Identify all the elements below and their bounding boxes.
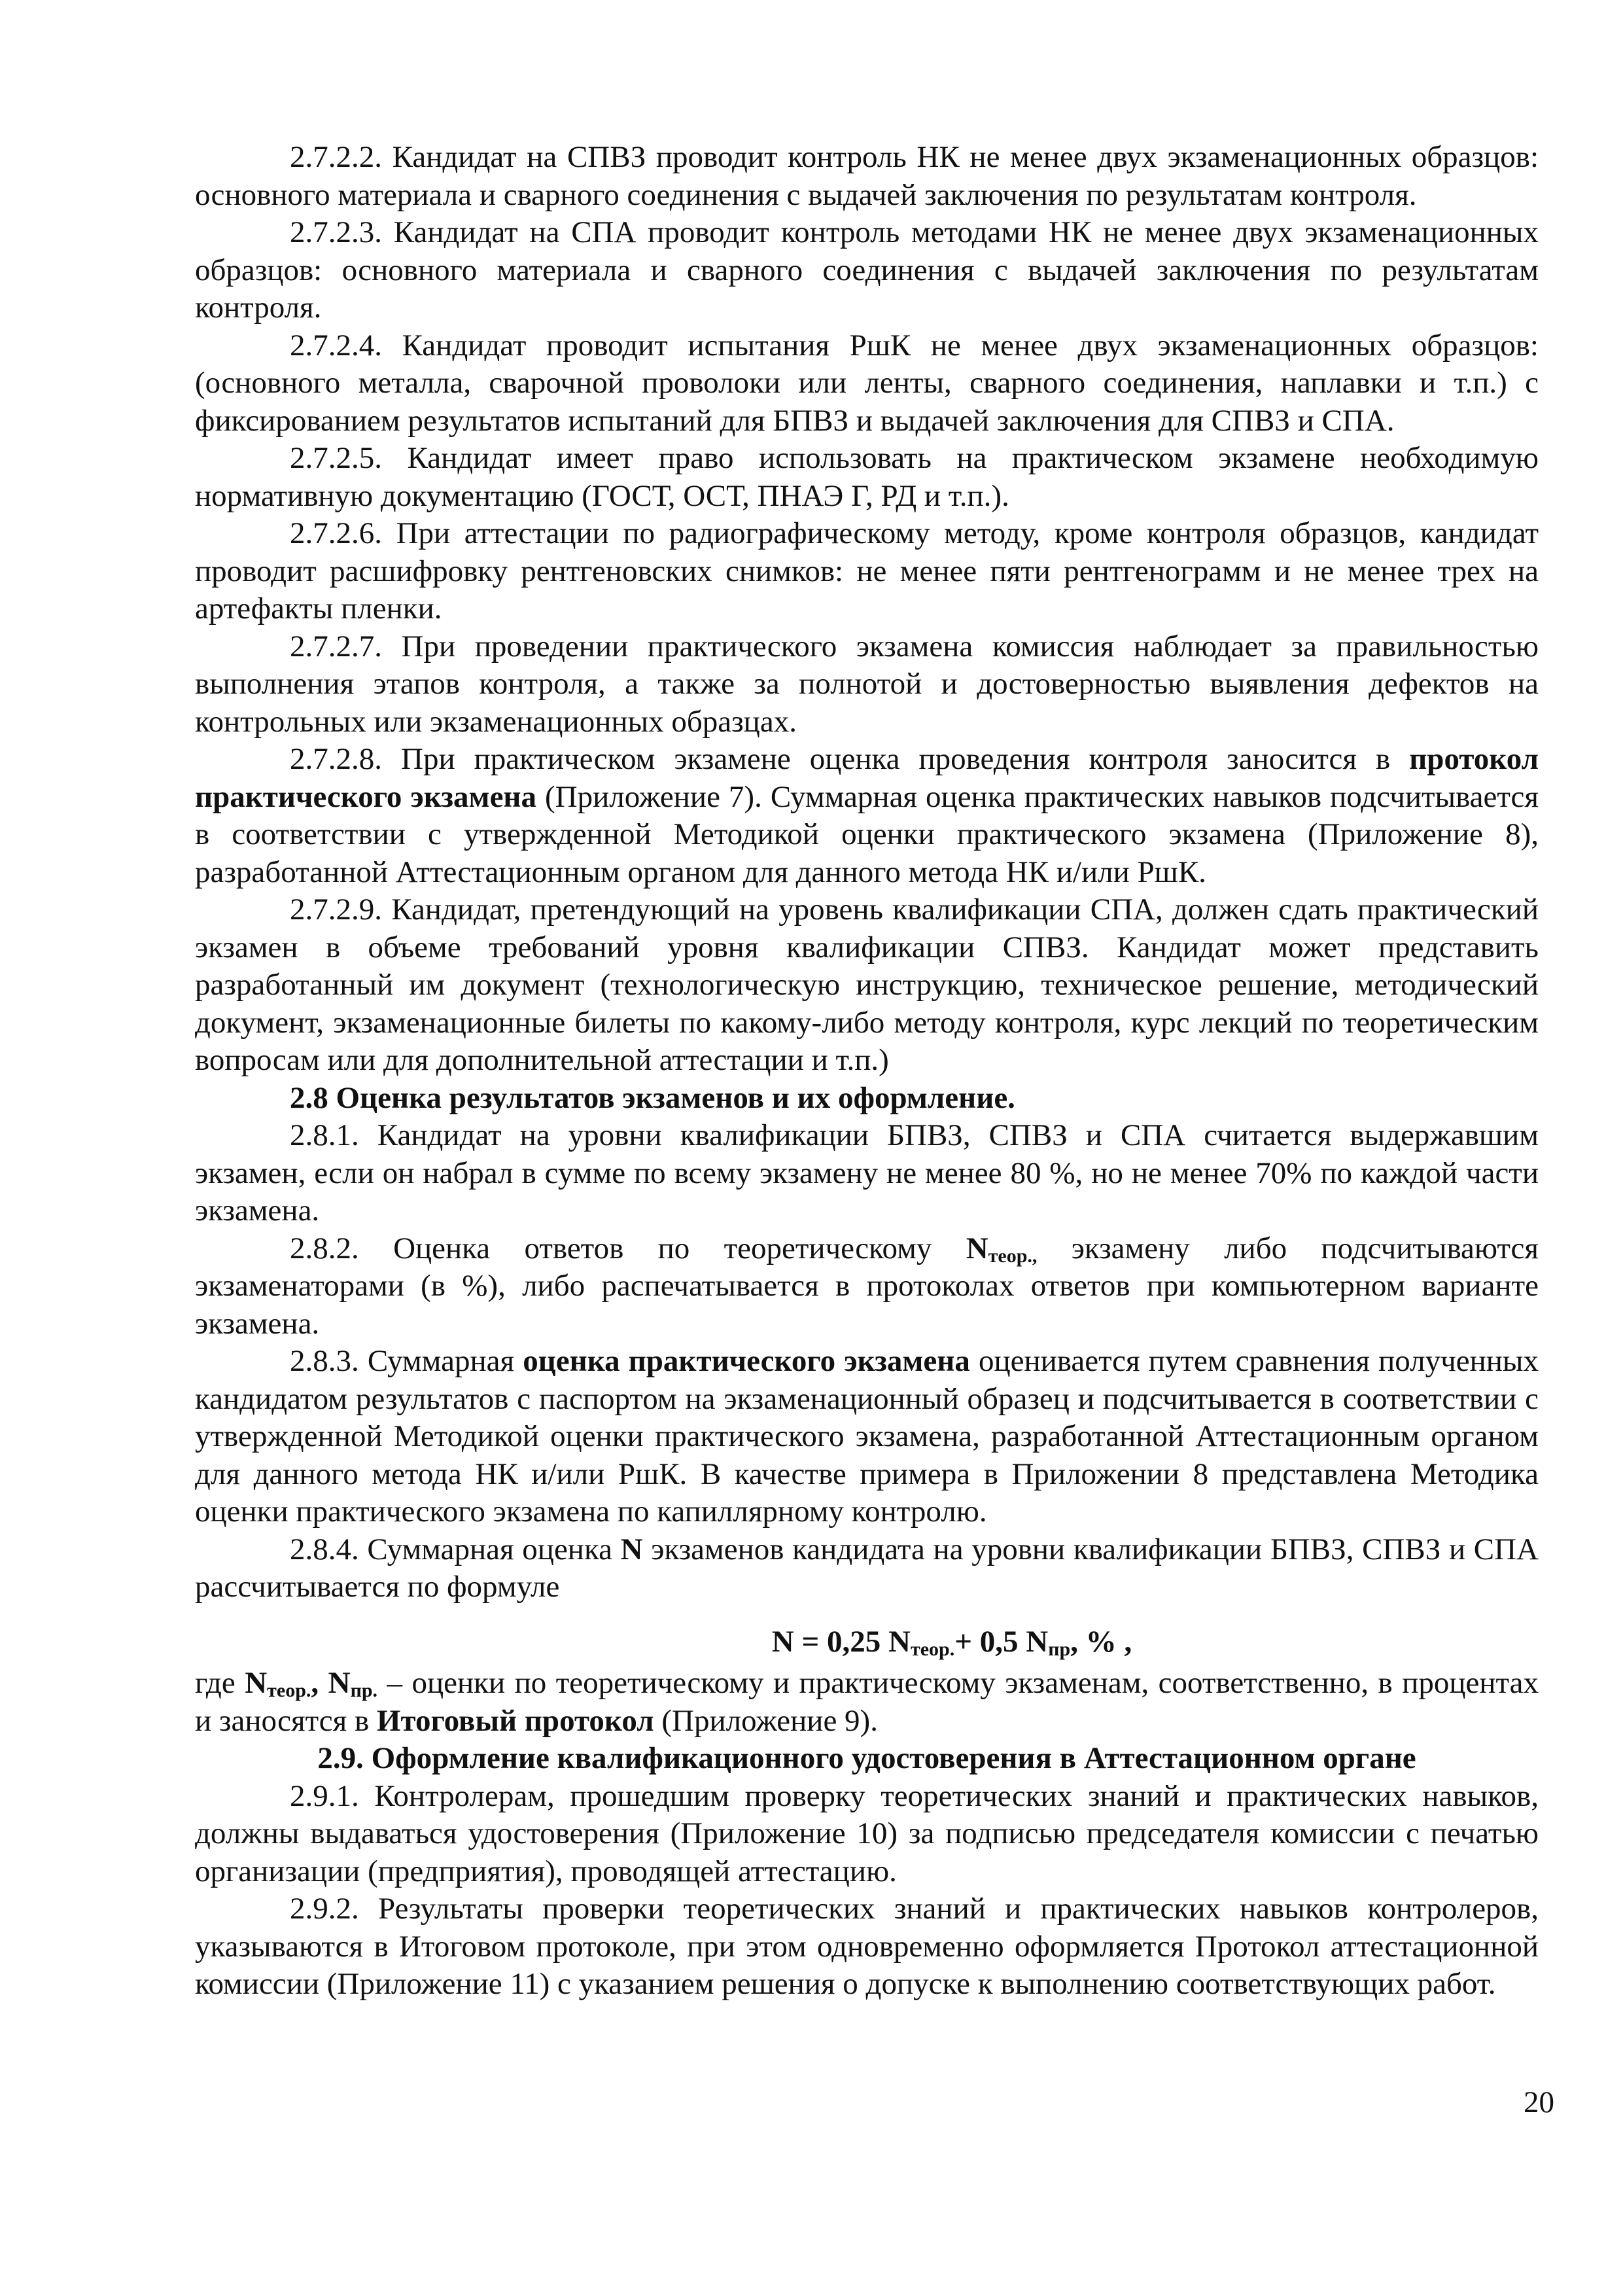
paragraph-2-8-4 (195, 1531, 1539, 1606)
paragraph-2-7-2-8 (195, 741, 1539, 891)
paragraph-2-9-1: 2.9.1. Контролерам, прошедшим проверку теоретических знаний и практических навыков, должны выдаваться удостоверения (Приложение 10) за подписью председателя комиссии с печатью организации (предприятия), проводящей аттестацию. (195, 1778, 1539, 1888)
paragraph-2-7-2-2: 2.7.2.2. Кандидат на СПВЗ проводит контроль НК не менее двух экзаменационных образцов: основного материала и сварного соединения с выдачей заключения по результатам контроля. (195, 140, 1539, 212)
formula-part: N = 0,25 N (771, 1624, 911, 1659)
paragraph-text: 2.8.3. Суммарная (290, 1344, 523, 1378)
paragraph-text: (Приложение 9). (654, 1703, 878, 1738)
bold-term: оценка практического экзамена (523, 1344, 970, 1378)
separator: , (311, 1666, 328, 1700)
formula-part: + 0,5 N (954, 1624, 1049, 1659)
symbol-n: N (620, 1532, 643, 1566)
formula-part: , % , (1070, 1624, 1132, 1659)
paragraph-2-8-3 (195, 1343, 1539, 1531)
subscript-pr: пр. (350, 1680, 378, 1701)
paragraph-text: оценивается путем сравнения полученных кандидатом результатов с паспортом на экзаменационный образец и подсчитывается в соответствии с утвержденной Методикой оценки практического экзамена, разработанной Аттестационным органом для данного метода НК и/или РшК. В качестве примера в Приложении 8 представлена Методика оценки практического экзамена по капиллярному контролю. (195, 1344, 1539, 1528)
paragraph-text: 2.8.4. Суммарная оценка (290, 1532, 621, 1566)
paragraph-text: 2.7.2.8. При практическом экзамене оценка проведения контроля заносится в (290, 742, 1410, 776)
paragraph-text: (Приложение 7). Суммарная оценка практических навыков подсчитывается в соответствии с утвержденной Методикой оценки практического экзамена (Приложение 8), разработанной Аттестационным органом для данного метода НК и/или РшК. (195, 779, 1539, 889)
symbol-n: N (328, 1666, 351, 1700)
document-body (195, 139, 1539, 2004)
subscript-theor: теор. (267, 1680, 311, 1701)
symbol-n: N (966, 1231, 988, 1265)
paragraph-2-7-2-7: 2.7.2.7. При проведении практического экзамена комиссия наблюдает за правильностью выполнения этапов контроля, а также за полнотой и достоверностью выявления дефектов на контрольных или экзаменационных образцах. (195, 629, 1539, 739)
score-formula (195, 1623, 1539, 1661)
section-heading-2-8: 2.8 Оценка результатов экзаменов и их оформление. (290, 1080, 1015, 1115)
paragraph-text: экзаменов кандидата на уровни квалификации БПВЗ, СПВЗ и СПА рассчитывается по формуле (195, 1532, 1539, 1604)
paragraph-2-8-1: 2.8.1. Кандидат на уровни квалификации БПВЗ, СПВЗ и СПА считается выдержавшим экзамен, если он набрал в сумме по всему экзамену не менее 80 %, но не менее 70% по каждой части экзамена. (195, 1118, 1539, 1227)
formula-subscript-theor: теор. (910, 1638, 955, 1660)
paragraph-2-7-2-3: 2.7.2.3. Кандидат на СПА проводит контроль методами НК не менее двух экзаменационных образцов: основного материала и сварного соединения с выдачей заключения по результатам контроля. (195, 215, 1539, 325)
paragraph-text: 2.8.2. Оценка ответов по теоретическому (290, 1231, 966, 1265)
paragraph-2-7-2-9: 2.7.2.9. Кандидат, претендующий на уровень квалификации СПА, должен сдать практический экзамен в объеме требований уровня квалификации СПВЗ. Кандидат может представить разработанный им документ (технологическую инструкцию, техническое решение, методический документ, экзаменационные билеты по какому-либо методу контроля, курс лекций по теоретическим вопросам или для дополнительной аттестации и т.п.) (195, 892, 1539, 1077)
paragraph-2-7-2-5: 2.7.2.5. Кандидат имеет право использовать на практическом экзамене необходимую нормативную документацию (ГОСТ, ОСТ, ПНАЭ Г, РД и т.п.). (195, 441, 1539, 513)
bold-term: протокол практического экзамена (195, 742, 1539, 814)
paragraph-2-7-2-6: 2.7.2.6. При аттестации по радиографическому методу, кроме контроля образцов, кандидат проводит расшифровку рентгеновских снимков: не менее пяти рентгенограмм и не менее трех на артефакты пленки. (195, 516, 1539, 626)
formula-explanation (195, 1665, 1539, 1740)
subscript-theor: теор., (988, 1245, 1038, 1267)
paragraph-2-9-2: 2.9.2. Результаты проверки теоретических знаний и практических навыков контролеров, указываются в Итоговом протоколе, при этом одновременно оформляется Протокол аттестационной комиссии (Приложение 11) с указанием решения о допуске к выполнению соответствующих работ. (195, 1892, 1539, 2001)
paragraph-text: – оценки по теоретическому и практическому экзаменам, соответственно, в процентах и заносятся в (195, 1666, 1539, 1738)
symbol-n: N (245, 1666, 268, 1700)
section-heading-2-9: 2.9. Оформление квалификационного удостоверения в Аттестационном органе (317, 1741, 1416, 1775)
paragraph-2-8-2 (195, 1230, 1539, 1343)
paragraph-text: экзамену либо подсчитываются экзаменаторами (в %), либо распечатывается в протоколах ответов при компьютерном варианте экзамена. (195, 1231, 1539, 1341)
page-number: 20 (1524, 2085, 1554, 2119)
paragraph-2-7-2-4: 2.7.2.4. Кандидат проводит испытания РшК не менее двух экзаменационных образцов: (основного металла, сварочной проволоки или ленты, сварного соединения, наплавки и т.п.) с фиксированием результатов испытаний для БПВЗ и выдачей заключения для СПВЗ и СПА. (195, 328, 1539, 438)
bold-term: Итоговый протокол (376, 1703, 654, 1738)
formula-subscript-pr: пр (1048, 1638, 1071, 1660)
paragraph-text: где (195, 1666, 245, 1700)
